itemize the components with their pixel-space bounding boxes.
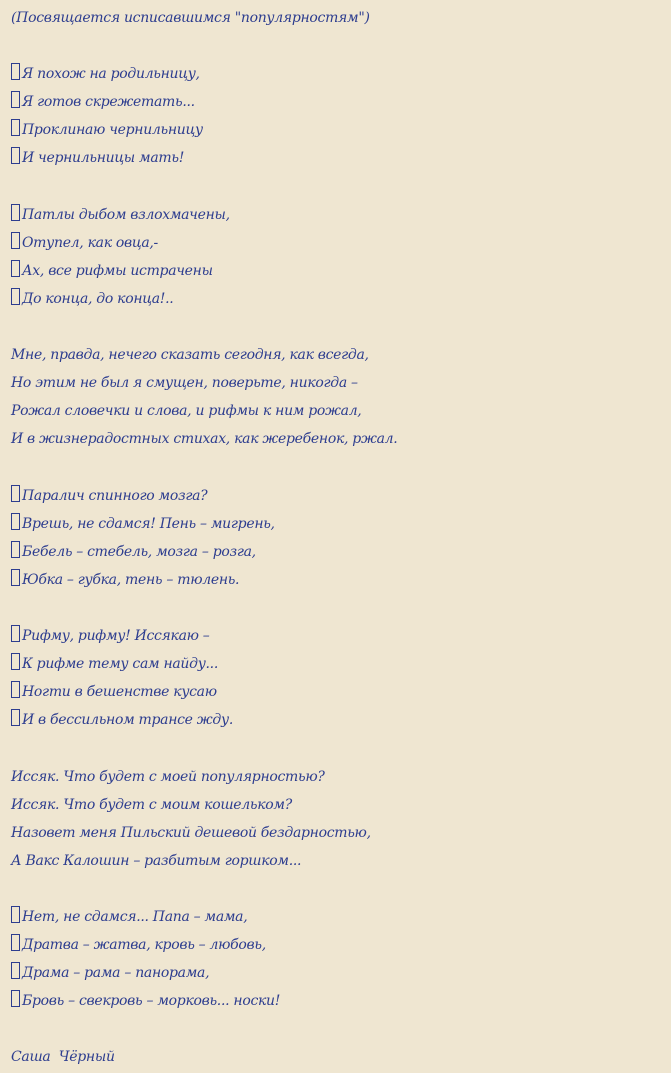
poem-line: До конца, до конца!.. [11,285,665,313]
missing-glyph-icon [11,485,20,502]
missing-glyph-icon [11,569,20,586]
missing-glyph-icon [11,119,20,136]
missing-glyph-icon [11,204,20,221]
stanza-7 [11,903,665,1015]
poem-line: Патлы дыбом взлохмачены, [11,201,665,229]
poem-author: Саша Чёрный [11,1049,115,1066]
poem-line: Юбка – губка, тень – тюлень. [11,566,665,594]
stanza-5 [11,622,665,734]
stanza-2 [11,201,665,313]
poem-line: И в бессильном трансе жду. [11,706,665,734]
stanza-separator [11,1015,665,1043]
missing-glyph-icon [11,625,20,642]
missing-glyph-icon [11,63,20,80]
poem-line: Проклинаю чернильницу [11,116,665,144]
poem-line: Я похож на родильницу, [11,60,665,88]
poem-dedication: (Посвящается исписавшимся "популярностям") [11,10,370,26]
missing-glyph-icon [11,513,20,530]
missing-glyph-icon [11,990,20,1007]
poem-line: Ах, все рифмы истрачены [11,257,665,285]
stanza-4 [11,482,665,594]
poem-line: Иссяк. Что будет с моим кошельком? [11,796,292,813]
poem-line: И в жизнерадостных стихах, как жеребенок, ржал. [11,431,398,448]
poem-line: А Вакс Калошин – разбитым горшком... [11,852,302,869]
stanza-1 [11,60,665,172]
poem-line: Мне, правда, нечего сказать сегодня, как всегда, [11,347,369,364]
stanza-separator [11,32,665,60]
poem-line: Драма – рама – панорама, [11,959,665,987]
poem-line: Но этим не был я смущен, поверьте, никогда – [11,375,358,392]
stanza-separator [11,454,665,482]
poem-line: И чернильницы мать! [11,144,665,172]
missing-glyph-icon [11,653,20,670]
missing-glyph-icon [11,288,20,305]
missing-glyph-icon [11,260,20,277]
stanza-3 [11,341,665,453]
missing-glyph-icon [11,709,20,726]
missing-glyph-icon [11,232,20,249]
stanza-6 [11,763,665,875]
missing-glyph-icon [11,91,20,108]
stanza-separator [11,875,665,903]
missing-glyph-icon [11,541,20,558]
stanza-separator [11,594,665,622]
poem-line: К рифме тему сам найду... [11,650,665,678]
missing-glyph-icon [11,681,20,698]
poem-line: Я готов скрежетать... [11,88,665,116]
poem-line: Назовет меня Пильский дешевой бездарностью, [11,824,371,841]
poem-line: Ногти в бешенстве кусаю [11,678,665,706]
missing-glyph-icon [11,906,20,923]
stanza-separator [11,173,665,201]
missing-glyph-icon [11,934,20,951]
poem-line: Рифму, рифму! Иссякаю – [11,622,665,650]
poem-line: Бебель – стебель, мозга – розга, [11,538,665,566]
stanza-separator [11,734,665,762]
poem-line: Врешь, не сдамся! Пень – мигрень, [11,510,665,538]
missing-glyph-icon [11,147,20,164]
poem-line: Бровь – свекровь – морковь... носки! [11,987,665,1015]
poem-line: Нет, не сдамся... Папа – мама, [11,903,665,931]
missing-glyph-icon [11,962,20,979]
poem-line: Иссяк. Что будет с моей популярностью? [11,768,325,785]
poem-line: Дратва – жатва, кровь – любовь, [11,931,665,959]
poem-line: Отупел, как овца,- [11,229,665,257]
stanza-separator [11,313,665,341]
poem-line: Паралич спинного мозга? [11,482,665,510]
poem-line: Рожал словечки и слова, и рифмы к ним рожал, [11,403,362,420]
